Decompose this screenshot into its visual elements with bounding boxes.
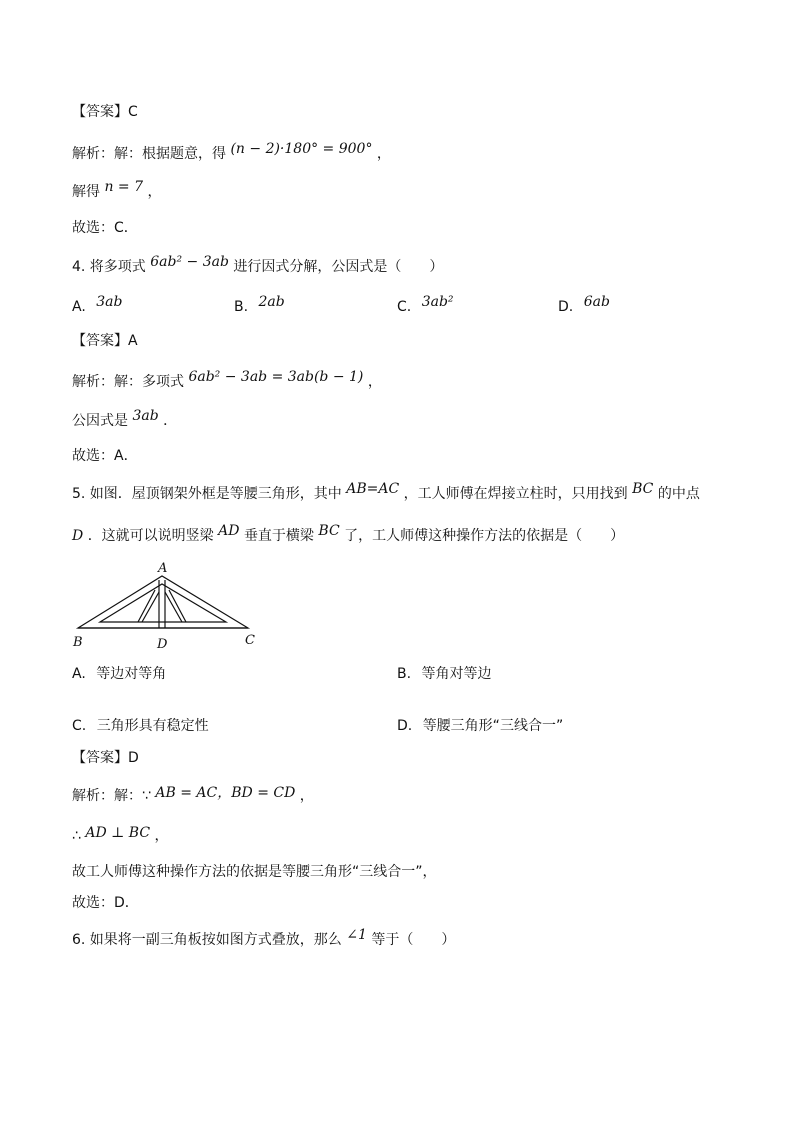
q4-stem-suffix: 进行因式分解，公因式是（ ） [233, 259, 444, 275]
q5-option-d-label: D. [397, 718, 413, 734]
q5-therefore-suffix: ， [154, 828, 169, 844]
q5-option-c [72, 716, 209, 736]
q6-stem-text: 6. 如果将一副三角板按如图方式叠放，那么 [72, 932, 342, 948]
q3-solve-math: n = 7 [104, 179, 144, 195]
q5-therefore [72, 826, 169, 846]
q4-expl-math: 6ab² − 3ab = 3ab(b − 1) [188, 369, 364, 385]
q6-stem [72, 927, 456, 950]
q5-stem2-text2: 垂直于横梁 [243, 528, 314, 544]
q5-option-b [397, 664, 492, 684]
q5-choose: 故选：D． [72, 895, 139, 911]
q5-stem1-math-bc: BC [632, 481, 654, 497]
q5-stem-line2 [72, 523, 625, 546]
figure-label-c: C [245, 633, 255, 648]
q4-option-c-math: 3ab² [421, 294, 454, 310]
q4-explanation [72, 369, 382, 392]
q4-expl-suffix: ， [367, 374, 382, 390]
q5-stem1-text2: ，工人师傅在焊接立柱时，只用找到 [403, 486, 628, 502]
q5-option-a [72, 664, 166, 684]
figure-label-b: B [73, 635, 83, 650]
q4-option-b [234, 294, 285, 317]
q5-answer: 【答案】D [72, 750, 139, 766]
q5-expl-text: 解析：解：∵ [72, 788, 151, 804]
q3-choose: 故选：C． [72, 220, 138, 236]
q5-stem1-text3: 的中点 [657, 486, 700, 502]
truss-brace-right-2 [169, 590, 186, 622]
truss-brace-right [165, 592, 182, 622]
q5-option-c-label: C. [72, 718, 87, 734]
q5-stem1-text: 5. 如图．屋顶钢架外框是等腰三角形，其中 [72, 486, 342, 502]
q4-option-d-math: 6ab [583, 294, 610, 310]
q5-stem2-math-bc: BC [318, 523, 340, 539]
q4-expl-text: 解析：解：多项式 [72, 374, 184, 390]
q5-option-c-text: 三角形具有稳定性 [96, 718, 209, 734]
q5-option-d-text: 等腰三角形“三线合一” [422, 718, 564, 734]
q3-solve-text: 解得 [72, 184, 100, 200]
q4-stem [72, 254, 444, 277]
q5-stem2-text3: 了，工人师傅这种操作方法的依据是（ ） [344, 528, 625, 544]
q6-stem-suffix: 等于（ ） [371, 932, 456, 948]
q4-common-factor [72, 408, 178, 431]
q5-expl-suffix: ， [299, 788, 314, 804]
q5-option-b-text: 等角对等边 [421, 666, 492, 682]
q5-option-a-label: A. [72, 666, 86, 682]
q4-common-math: 3ab [132, 408, 159, 424]
truss-brace-left [142, 592, 159, 622]
q5-stem1-math-ab-ac: AB=AC [346, 481, 400, 497]
q5-option-d [397, 716, 563, 736]
q4-option-d-label: D. [558, 299, 574, 315]
q5-option-b-label: B. [397, 666, 412, 682]
q4-option-a-label: A. [72, 299, 86, 315]
q3-explanation [72, 141, 391, 164]
q3-expl-suffix: ， [376, 146, 391, 162]
q4-stem-text: 4. 将多项式 [72, 259, 146, 275]
q4-option-c-label: C. [397, 299, 412, 315]
q4-option-d [558, 294, 610, 317]
q6-stem-math: ∠1 [346, 927, 367, 943]
q4-option-c [397, 294, 454, 317]
q5-stem2-text: ．这就可以说明竖梁 [87, 528, 214, 544]
q3-expl-text: 解析：解：根据题意，得 [72, 146, 226, 162]
figure-label-d: D [157, 637, 168, 652]
q5-stem-line1 [72, 481, 700, 504]
q5-expl-math: AB = AC，BD = CD [155, 785, 296, 801]
q5-therefore-math: AD ⊥ BC [85, 825, 151, 841]
q4-answer: 【答案】A [72, 333, 138, 349]
therefore-symbol: ∴ [72, 828, 81, 844]
q5-explanation [72, 786, 314, 806]
q4-common-suffix: ． [163, 413, 178, 429]
q4-stem-math: 6ab² − 3ab [150, 254, 229, 270]
q5-stem2-math-ad: AD [218, 523, 240, 539]
q5-reason: 故工人师傅这种操作方法的依据是等腰三角形“三线合一”， [72, 864, 437, 880]
q4-option-b-math: 2ab [258, 294, 285, 310]
figure-label-a: A [158, 561, 168, 576]
q4-common-text: 公因式是 [72, 413, 128, 429]
q3-solve-suffix: ， [147, 184, 162, 200]
q4-choose: 故选：A． [72, 448, 138, 464]
q3-expl-math: (n − 2)·180° = 900° [230, 141, 373, 157]
q5-option-a-text: 等边对等角 [96, 666, 167, 682]
q4-option-a [72, 294, 123, 317]
q3-answer: 【答案】C [72, 104, 138, 120]
q3-solve [72, 179, 162, 202]
truss-brace-left-2 [138, 590, 155, 622]
q5-stem2-math-d: D [72, 528, 84, 544]
q4-option-b-label: B. [234, 299, 249, 315]
q4-option-a-math: 3ab [96, 294, 123, 310]
roof-truss-figure [70, 560, 270, 652]
